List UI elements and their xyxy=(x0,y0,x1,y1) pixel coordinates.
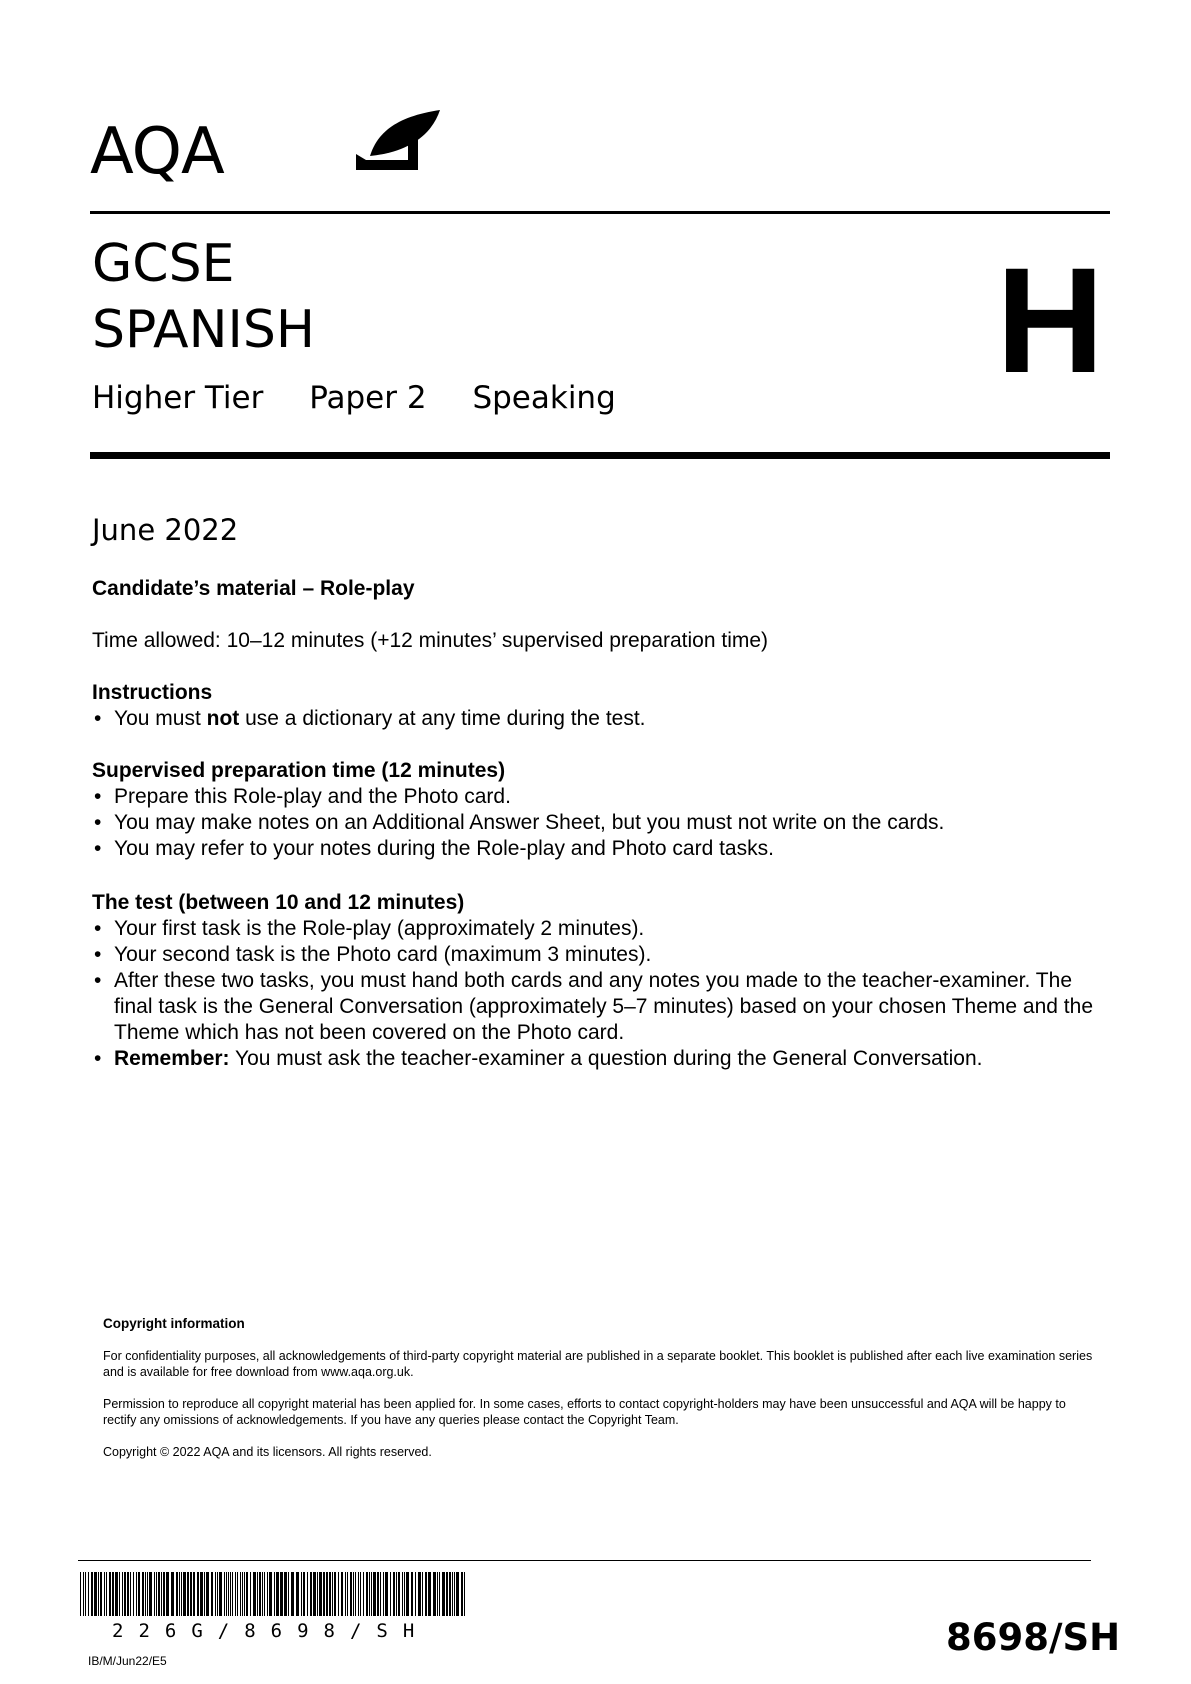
instructions-list xyxy=(92,706,1102,732)
logo-leaf-icon xyxy=(356,108,444,170)
test-section xyxy=(92,890,1102,1072)
copyright-paragraph: Permission to reproduce all copyright material has been applied for. In some cases, efforts to contact copyright-holders may have been unsuccessful and AQA will be happy to rectify any omissions of acknowledgements. If you have any queries please contact the Copyright Team. xyxy=(103,1397,1066,1427)
material-title: Candidate’s material – Role-play xyxy=(92,577,415,600)
job-reference: IB/M/Jun22/E5 xyxy=(88,1654,167,1668)
list-item: • Prepare this Role-play and the Photo card. xyxy=(92,784,1102,810)
exam-date: June 2022 xyxy=(92,513,239,547)
aqa-logo xyxy=(90,108,350,200)
time-allowed: Time allowed: 10–12 minutes (+12 minutes’ supervised preparation time) xyxy=(92,629,769,652)
list-item: • You may make notes on an Additional Answer Sheet, but you must not write on the cards. xyxy=(92,810,1102,836)
paper-label: Paper 2 xyxy=(309,380,427,416)
copyright-heading: Copyright information xyxy=(103,1316,245,1331)
list-item: • You may refer to your notes during the Role-play and Photo card tasks. xyxy=(92,836,1102,862)
tier-letter: H xyxy=(996,236,1105,404)
paper-code: 8698/SH xyxy=(946,1616,1121,1659)
instructions-section xyxy=(92,680,1102,732)
paper-details xyxy=(92,378,652,418)
header-bottom-rule xyxy=(90,452,1110,459)
barcode xyxy=(80,1572,465,1616)
barcode-text: 226G/8698/SH xyxy=(112,1620,430,1642)
logo-text: AQA xyxy=(90,115,224,189)
test-list xyxy=(92,916,1102,1072)
copyright-paragraph: For confidentiality purposes, all acknowledgements of third-party copyright material are published in a separate booklet. This booklet is published after each live examination series and is available for free download from www.aqa.org.uk. xyxy=(103,1349,1093,1379)
preparation-heading: Supervised preparation time (12 minutes) xyxy=(92,759,506,782)
copyright-block xyxy=(103,1316,1093,1476)
test-heading: The test (between 10 and 12 minutes) xyxy=(92,891,465,914)
preparation-section xyxy=(92,758,1102,862)
copyright-paragraph: Copyright © 2022 AQA and its licensors. All rights reserved. xyxy=(103,1445,432,1459)
list-item: • You must not use a dictionary at any time during the test. xyxy=(92,706,1102,732)
qualification-title: GCSE xyxy=(92,234,235,294)
tier-label: Higher Tier xyxy=(92,380,264,416)
list-item: • Your second task is the Photo card (maximum 3 minutes). xyxy=(92,942,1102,968)
footer-rule xyxy=(78,1560,1091,1561)
preparation-list xyxy=(92,784,1102,862)
component-label: Speaking xyxy=(472,380,616,416)
list-item: • Remember: You must ask the teacher-examiner a question during the General Conversation. xyxy=(92,1046,1102,1072)
list-item: • After these two tasks, you must hand both cards and any notes you made to the teacher-examiner. The final task is the General Conversation (approximately 5–7 minutes) based on your chosen Theme and the Theme which has not been covered on the Photo card. xyxy=(92,968,1102,1046)
list-item: • Your first task is the Role-play (approximately 2 minutes). xyxy=(92,916,1102,942)
instructions-heading: Instructions xyxy=(92,681,213,704)
subject-title: SPANISH xyxy=(92,300,315,360)
header-rule xyxy=(90,211,1110,214)
